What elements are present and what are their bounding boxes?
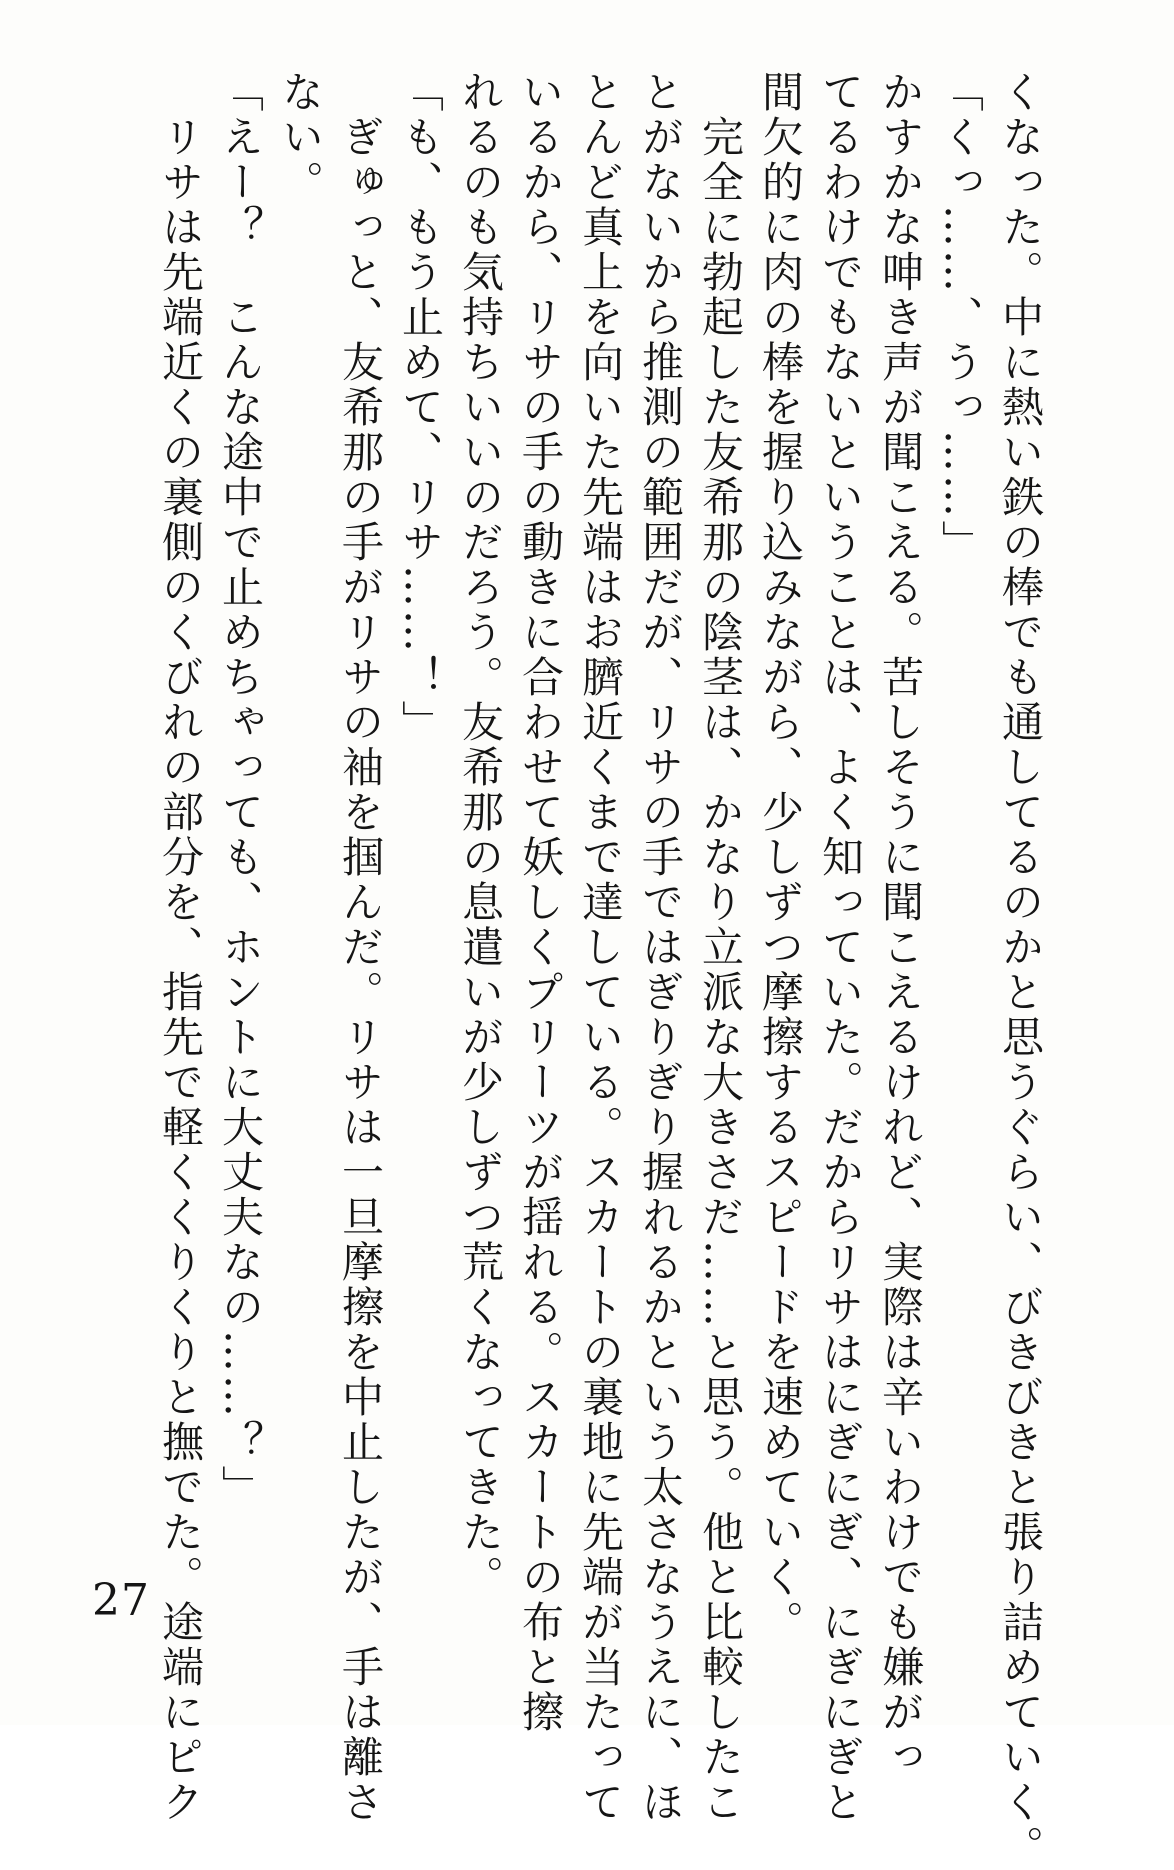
vertical-text-body (156, 70, 1050, 1870)
text-line: 間欠的に肉の棒を握り込みながら、少しずつ摩擦するスピードを速めていく。 (756, 70, 805, 1645)
text-line: ない。 (276, 70, 325, 205)
text-line: 完全に勃起した友希那の陰茎は、かなり立派な大きさだ……と思う。他と比較したこ (696, 70, 745, 1825)
text-line: いるから、リサの手の動きに合わせて妖しくプリーツが揺れる。スカートの布と擦 (516, 70, 565, 1735)
text-line: くなった。中に熱い鉄の棒でも通してるのかと思うぐらい、びきびきと張り詰めていく。 (996, 70, 1045, 1870)
text-line: れるのも気持ちいいのだろう。友希那の息遣いが少しずつ荒くなってきた。 (456, 70, 505, 1600)
text-line: かすかな呻き声が聞こえる。苦しそうに聞こえるけれど、実際は辛いわけでも嫌がっ (876, 70, 925, 1780)
page-number: 27 (92, 1575, 150, 1626)
text-line: とがないから推測の範囲だが、リサの手ではぎりぎり握れるかという太さなうえに、ほ (636, 70, 685, 1825)
text-line: てるわけでもないということは、よく知っていた。だからリサはにぎにぎ、にぎにぎと (816, 70, 865, 1825)
text-line: ぎゅっと、友希那の手がリサの袖を掴んだ。リサは一旦摩擦を中止したが、手は離さ (336, 70, 385, 1825)
text-line: とんど真上を向いた先端はお臍近くまで達している。スカートの裏地に先端が当たって (576, 70, 625, 1825)
text-line: リサは先端近くの裏側のくびれの部分を、指先で軽くくりくりと撫でた。途端にピク (156, 70, 205, 1825)
text-line: 「くっ……、うっ……」 (936, 70, 985, 565)
text-line: 「も、もう止めて、リサ……！」 (396, 70, 445, 745)
text-line: 「えー？ こんな途中で止めちゃっても、ホントに大丈夫なの……？」 (216, 70, 265, 1510)
